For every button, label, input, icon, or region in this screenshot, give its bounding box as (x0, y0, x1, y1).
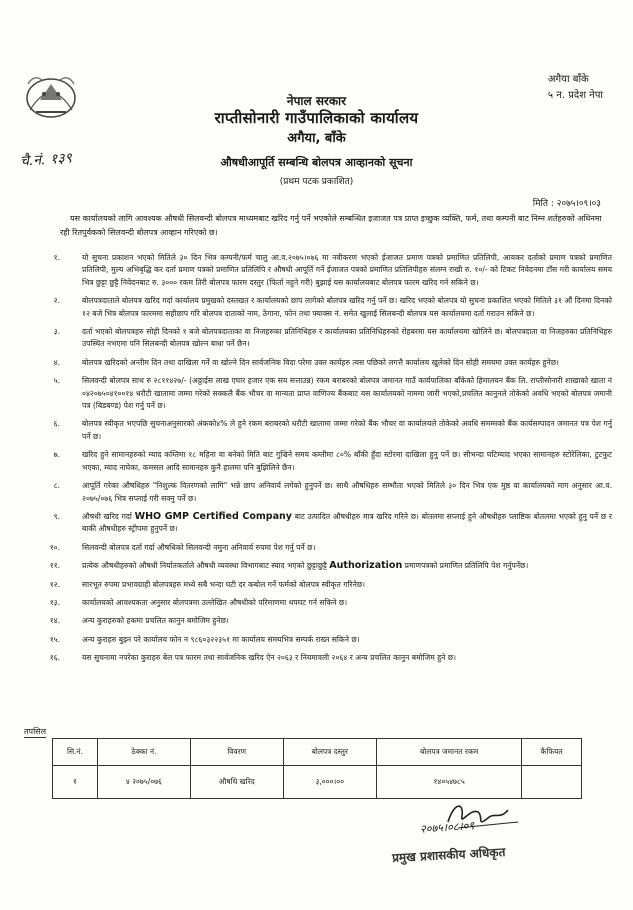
item-text-part: प्रमाणपत्रको प्रमाणित प्रतिलिपि पेश गर्नुपर्नेछ। (402, 561, 529, 571)
notice-title: औषधीआपूर्ति सम्बन्धि बोलपत्र आव्हानको सूचना (220, 156, 413, 169)
condition-item (22, 375, 612, 412)
table-header-cell: विवरण (190, 739, 283, 766)
condition-item (22, 579, 612, 591)
item-number: ८. (53, 481, 60, 491)
item-text-part: बाट उत्पादित औषधीहरु मात्र खरिद गरिने छ। बोतलमा सप्लाई हुने औषधीहरु प्लाष्टिक बोतलमा भएको हुनु पर्ने छ र बाकी औषधीहरु स्ट्रीपमा हुनुपर्ने छ। (82, 511, 612, 534)
item-text: कार्यालयको आवश्यकता अनुसार बोलपत्रमा उल्लेखित औषधीको परिमाणमा थपघट गर्न सकिने छ। (82, 597, 348, 607)
address-line-1: अगैया बाँके (547, 74, 589, 85)
condition-item (22, 449, 612, 474)
item-text: आपूर्ति गरेका औषधिहरु "निशुल्क वितरणको लागि" भन्ने छाप अनिवार्य लगेको हुनुपर्ने छ। साथै औषधिहरु सम्भौता भएको मितिले ३० दिन भित्र एक मुष्ठ वा कार्यालयको माग अनुसार आ.व. २०७५/०७६ भित्र सप्लाई गरी सक्नु पर्ने छ। (82, 481, 612, 503)
table-header-cell: कैफियत (522, 739, 582, 766)
table-header-cell: सि.नं. (53, 739, 98, 766)
condition-item (22, 542, 612, 554)
condition-item (22, 252, 612, 289)
government-heading: नेपाल सरकार (286, 94, 347, 108)
table-cell (522, 766, 582, 799)
condition-item (22, 295, 612, 320)
item-text: बोलपत्रदाताले बोलपत्र खरिद गर्दा कार्यालय प्रमुखको दस्तखत र कार्यालयको छाप लागेको बोलपत्र खरिद गर्नु पर्ने छ। खरिद भएको बोलपत्र यो सुचना प्रकाशित भएको मितिले ३१ औं दिनमा दिनको १२ बजे भित्र बोलपत्र फारममा सहीछाप गरि बोलपत्र दाताको नाम, ठेगाना, फोन तथा फ्याक्स नं. समेत खुलाई सिलबन्दी बोलपत्र यस कार्यालयमा दर्ता गराउन सकिने छ। (82, 296, 612, 318)
item-number: १६. (49, 653, 60, 663)
item-number: १५. (49, 634, 60, 644)
conditions-list (22, 252, 612, 671)
item-number: १. (53, 253, 60, 262)
item-number: ५. (53, 376, 60, 386)
intro-paragraph: यस कार्यालयको लागि आवश्यक औषधी सिलवन्दी बोलपत्र माध्यमबाट खरिद गर्नु पर्ने भएकोले सम्बन्धित इजाजत पत्र प्राप्त इच्छुक व्यक्ति, फर्म, तथा कम्पनी बाट निम्न शर्तहरुको अधिनमा रही रितपुर्वकको सिलवन्दी बोलपत्र आव्हान गरिएको छ। (60, 214, 602, 237)
office-location: अगैया, बाँके (287, 131, 346, 146)
item-text: खरिद हुने सामानहरुको म्याद कम्तिमा १८ महिना वा बनेको मिति बाट गुज्रिने समय कम्तीमा ८०% बाँकी हुँदा स्टोरमा दाखिला हुनु पर्ने छ। सीभन्दा घटिम्याद भएका सामानहरु स्टोरेलिका, टुटफुट भएका, म्याद नाघेका, कमसल आदि सामानहरु कुनै हालमा पनि बुझिलिने छैन। (82, 450, 612, 472)
notice-date: मिति : २०७५।०९।०३ (532, 199, 601, 209)
item-text (82, 560, 612, 572)
condition-item (22, 615, 612, 627)
office-name: राप्तीसोनारी गाउँपालिकाको कार्यालय (214, 109, 419, 127)
table-header-cell: बोलपत्र जमानत रकम (376, 739, 521, 766)
table-header-row (53, 739, 582, 766)
handwritten-reference: चै.नं. १३९ (19, 150, 73, 170)
annex-label: तपसिल (24, 727, 47, 736)
table-row (53, 766, 582, 799)
item-text (82, 511, 612, 536)
item-text: सिलवन्दी बोलपत्र साथ रु २८११४२७/- (अठ्ठाईस लाख एघार हजार एक सय सत्ताउन्न) रकम बराबरको बोलपत्र जमानत गाउँ कार्यपालिका बाँकेको हिमालयन बैंक लि. राप्तीसोनारी शाखाको खाता नं ०४२०७५०४१००१४ धरौटी खातामा जम्मा गरेको सक्कलै बैंक भौचर वा मान्यता प्राप्त वाणिज्य बैंकबाट यस कार्यालयको नाममा जारी भएको,प्रचलित कानुनले तोकेको अवधि भएको बोलपत्र जमानी पत्र (बिडबण्ड) पेश गर्नु पर्ने छ। (82, 376, 612, 411)
bid-details-table (52, 738, 582, 799)
table-cell: ३,०००।०० (283, 766, 376, 799)
item-text: यस सुचनामा नपरेका कुराहरु बेल पत्र फारम तथा सार्वजनिक खरिद ऐन २०६३ र नियमावली २०६४ र अन्य प्रचलित कानुन बमोजिम हुने छ। (82, 653, 457, 663)
item-number: ६. (53, 419, 60, 429)
item-text: बोलपत्र स्वीकृत भएपछि सुचनाअनुसारको अंकको४% ले हुने रकम बराबरको धरौटी खातामा जम्मा गरेको बैंक भौचर वा कार्यालयले तोकेको अवधि समम्मको बैंक कार्यसम्पादन जमानत पत्र पेश गर्नु पर्ने छ। (82, 419, 612, 441)
who-gmp-label: WHO GMP Certified Company (134, 510, 292, 522)
item-text: सिलवन्दी बोलपत्र दर्ता गर्दा औषधिको सिलवन्दी नमुना अनिवार्य रुपमा पेश गर्नु पर्ने छ। (82, 542, 316, 552)
item-text: बोलपत्र खरिदको अन्तीम दिन तथा दाखिला गर्ने वा खोल्ने दिन सार्वजनिक विदा परेमा उक्त कार्यहरु त्यस पछिको लगत्तै कार्यालय खुलेको दिन सोही समयमा उक्त कार्यहरु हुनेछ। (82, 357, 559, 367)
address-line-2: ५ न. प्रदेश नेपा (547, 90, 603, 101)
table-cell: ४ २०७५/०७६ (97, 766, 190, 799)
table-cell: औषधि खरिद (190, 766, 283, 799)
item-number: ११. (49, 561, 60, 571)
condition-item (22, 326, 612, 351)
item-text-part: औषधी खरिद गर्दा (82, 511, 135, 521)
authorization-label: Authorization (329, 560, 403, 572)
condition-item (22, 357, 612, 369)
condition-item (22, 634, 612, 646)
item-number: १४. (49, 616, 60, 626)
signatory-title-stamp: प्रमुख प्रशासकीय अधिकृत (391, 845, 506, 865)
item-number: १०. (49, 542, 60, 552)
notice-subtitle: (प्रथम पटक प्रकाशित) (279, 177, 354, 187)
item-text: अन्य कुराहरु बुझ्न परे कार्यालय फोन न ९८६०३२२३५१ मा कार्यालय समयभित्र सम्पर्क राख्न सकिने छ। (82, 634, 360, 644)
condition-item (22, 597, 612, 609)
item-text: दर्ता भएको बोलपत्रहरु सोही दिनको १ बजे बोलपत्रदाताका वा निजहरुका प्रतिनिधिहरु र कार्यालयका प्रतिनिधिहरुको रोहबरमा यस कार्यालयमा खोलिने छ। बोलपत्रदाता वा निजहरुका प्रतिनिधिहरु उपस्थित नभएमा पनि सिलबन्दी बोलपत्र खोल्न बाधा पर्ने छैन। (82, 327, 612, 349)
table-cell: १४०५४७८५ (376, 766, 521, 799)
item-number: ४. (53, 357, 60, 367)
table-header-cell: बोलपत्र दस्तुर (283, 739, 376, 766)
item-number: ३. (53, 327, 60, 337)
item-text: यो सुचना प्रकाशन भएको मितिले ३० दिन भित्र कम्पनी/फर्म चालु आ.व.२०७५।०७६ मा नवीकरण भएको ईजाजत प्रमाण पत्रको प्रमाणित प्रतिलिपी, आयकर दर्ताको प्रमाण पत्रको प्रमाणित प्रतिलिपी, मुल्य अभिबृद्धि कर दर्ता प्रमाण पत्रको प्रमाणित प्रतिलिपि र औषधी आपूर्ति गर्ने ईजाजत पत्रको प्रमाणित प्रतिलिपीहरु संलग्न राखी रु. १०/- को टिकट निवेदनमा टाँस गरी कार्यालय समय भित्र छुट्टा छुट्टै निवेदनबाट रु. ३००० रकम तिरी बोलपत्र फारम दस्तुर (फिर्ता नहुने गरी) बुझाई यस कार्यालयबाट बोलपत्र फारम खरिद गर्न सकिने छ। (82, 253, 612, 287)
condition-item (22, 480, 612, 505)
item-text: अन्य कुराहरुको हकमा प्रचलित कानुन बमोजिम हुनेछ। (82, 616, 229, 626)
table-cell: १ (53, 766, 98, 799)
item-text-part: प्रत्येक औषधीहरुको औषधी निर्यातकर्ताले औषधी व्यवस्था विभागबाट स्याद भएको छुट्टाछुट्टै (82, 561, 330, 571)
item-number: ९. (53, 511, 60, 521)
condition-item (22, 511, 612, 536)
signature-date: २०७५।०८।०९ (419, 819, 475, 836)
item-number: ७. (53, 450, 60, 460)
condition-item (22, 652, 612, 664)
condition-item (22, 418, 612, 443)
item-number: १२. (49, 579, 60, 589)
condition-item (22, 560, 612, 572)
table-header-cell: ठेक्का नं. (97, 739, 190, 766)
item-number: १३. (49, 597, 60, 607)
item-number: २. (53, 296, 60, 306)
item-text: सारभूत रुपमा प्रभावग्राही बोलपत्रहरु मध्ये सबै भन्दा घटी दर कबोल गर्ने फर्मको बोलपत्र स्वीकृत गरिनेछ। (82, 579, 366, 589)
